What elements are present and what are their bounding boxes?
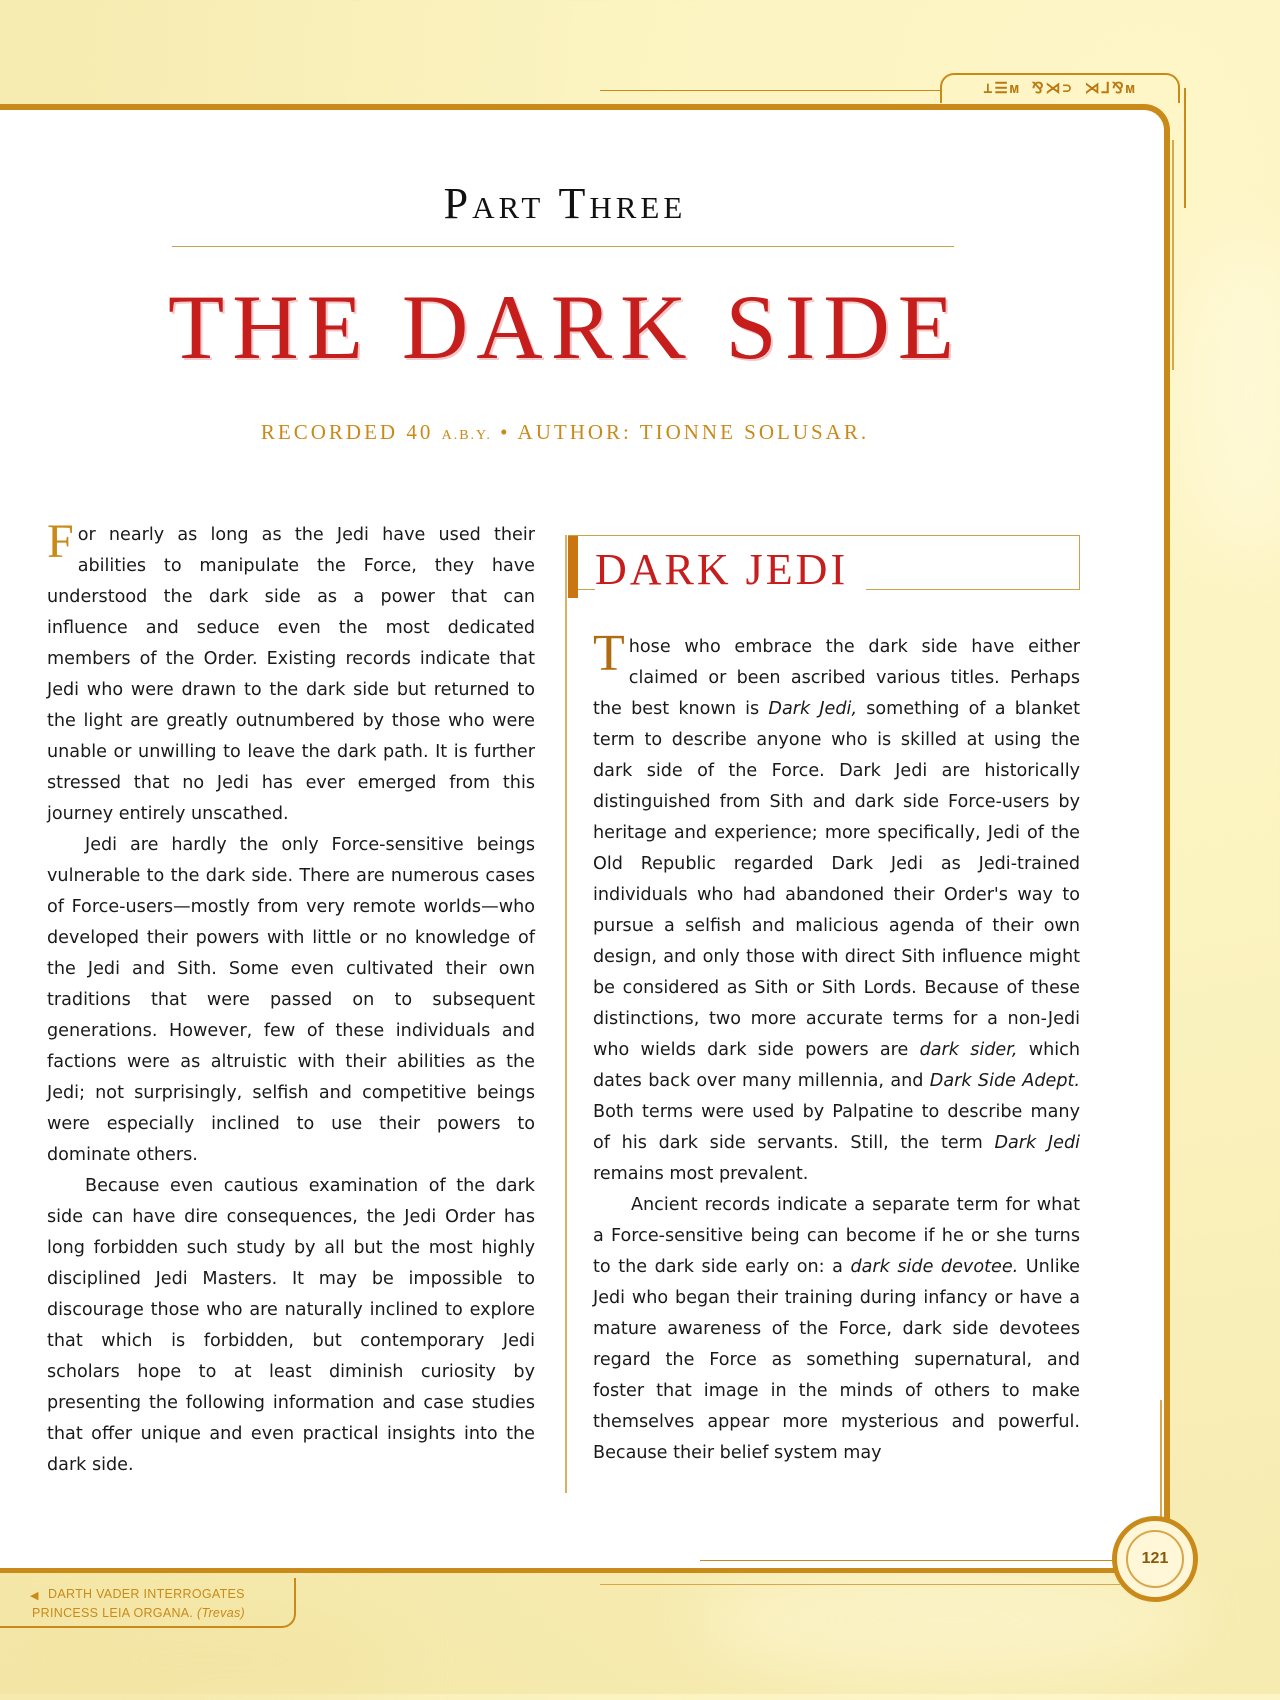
paragraph-text: which dates back over many millennia, and	[593, 1040, 1080, 1091]
paragraph-text: Unlike Jedi who began their training during infancy or have a mature awareness of the Force, dark side devotees regard the Force as something supernatural, and foster that image in the minds of others to make themselves appear more mysterious and powerful. Because their belief system may	[593, 1257, 1080, 1463]
aurebesh-header-text: ⊥☰ᴍ ⅋⋊⊃ ⋊⅃⅋ᴍ	[983, 79, 1137, 97]
background-glow	[1180, 240, 1280, 560]
term: dark sider,	[919, 1040, 1018, 1060]
paragraph-text: remains most prevalent.	[593, 1164, 809, 1184]
paragraph	[593, 625, 1081, 1190]
background-glow	[0, 1620, 400, 1700]
paragraph: Because even cautious examination of the dark side can have dire consequences, the Jedi Order has long forbidden such study by all but the most highly disciplined Jedi Masters. It may be impossible to discourage those who are naturally inclined to explore that which is forbidden, but contemporary Jedi scholars hope to at least diminish curiosity by presenting the following information and case studies that offer unique and even practical insights into the dark side.	[47, 1176, 535, 1475]
header-tab-drop-line	[1184, 88, 1186, 208]
image-caption	[32, 1585, 292, 1623]
paragraph-text: something of a blanket term to describe anyone who is skilled at using the dark side of the Force. Dark Jedi are historically distinguished from Sith and dark side Force-users by heritage and experience; more specifically, Jedi of the Old Republic regarded Dark Jedi as Jedi-trained individuals who had abandoned their Order's way to pursue a selfish and malicious agenda of their own design, and only those with direct Sith influence might be considered as Sith or Sith Lords. Because of these distinctions, two more accurate terms for a non-Jedi who wields dark side powers are	[593, 699, 1081, 1060]
recorded-line	[140, 420, 990, 445]
paragraph-text: or nearly as long as the Jedi have used their abilities to manipulate the Force, they have understood the dark side as a power that can influence and seduce even the most dedicated members of the Order. Existing records indicate that Jedi who were drawn to the dark side but returned to the light are greatly outnumbered by those who were unable or unwilling to leave the dark path. It is further stressed that no Jedi has ever emerged from this journey entirely unscathed.	[47, 525, 535, 824]
page-title: THE DARK SIDE	[168, 276, 962, 378]
sidebar-body	[593, 625, 1081, 1469]
caption-arrow-icon: ◀	[30, 1589, 39, 1602]
term: Dark Jedi,	[768, 699, 858, 719]
part-rule	[172, 246, 954, 247]
recorded-author: AUTHOR: TIONNE SOLUSAR.	[517, 420, 870, 444]
sidebar-accent-bar	[568, 536, 578, 598]
caption-text: DARTH VADER INTERROGATES PRINCESS LEIA ORGANA.	[32, 1587, 245, 1620]
paragraph-text: Both terms were used by Palpatine to describe many of his dark side servants. Still, the term	[593, 1102, 1080, 1153]
paragraph	[47, 515, 535, 830]
caption-credit: (Trevas)	[196, 1606, 245, 1620]
sidebar-frame-line	[565, 535, 567, 1493]
header-tab	[940, 73, 1180, 103]
recorded-era: A.B.Y.	[441, 428, 492, 443]
panel-edge-line	[1172, 140, 1174, 370]
term: dark side devotee.	[850, 1257, 1019, 1277]
footer-rule	[700, 1560, 1120, 1561]
recorded-prefix: RECORDED 40	[260, 420, 442, 444]
paragraph: Jedi are hardly the only Force-sensitive beings vulnerable to the dark side. There are numerous cases of Force-users—mostly from very remote worlds—who developed their powers with little or no knowledge of the Jedi and Sith. Some even cultivated their own traditions that were passed on to subsequent generations. However, few of these individuals and factions were as altruistic with their abilities as the Jedi; not surprisingly, selfish and competitive beings were especially inclined to use their powers to dominate others.	[47, 835, 535, 1165]
paragraph-text: Ancient records indicate a separate term for what a Force-sensitive being can become if he or she turns to the dark side early on: a	[593, 1195, 1080, 1277]
paragraph-text: hose who embrace the dark side have either claimed or been ascribed various titles. Perhaps the best known is	[593, 637, 1080, 719]
part-heading: Part Three	[443, 179, 687, 228]
drop-cap: T	[593, 625, 625, 682]
footer-rule	[600, 1584, 1120, 1585]
drop-cap: F	[47, 515, 74, 568]
recorded-separator: •	[491, 420, 518, 444]
header-rule	[600, 90, 940, 91]
sidebar-title: DARK JEDI	[595, 542, 866, 598]
term: Dark Jedi	[994, 1133, 1080, 1153]
page-number: 121	[1126, 1530, 1184, 1588]
term: Dark Side Adept.	[929, 1071, 1080, 1091]
footer-rule	[0, 1568, 1120, 1573]
left-column	[47, 515, 535, 1481]
page-number-badge	[1112, 1516, 1198, 1602]
paragraph	[593, 1190, 1080, 1469]
